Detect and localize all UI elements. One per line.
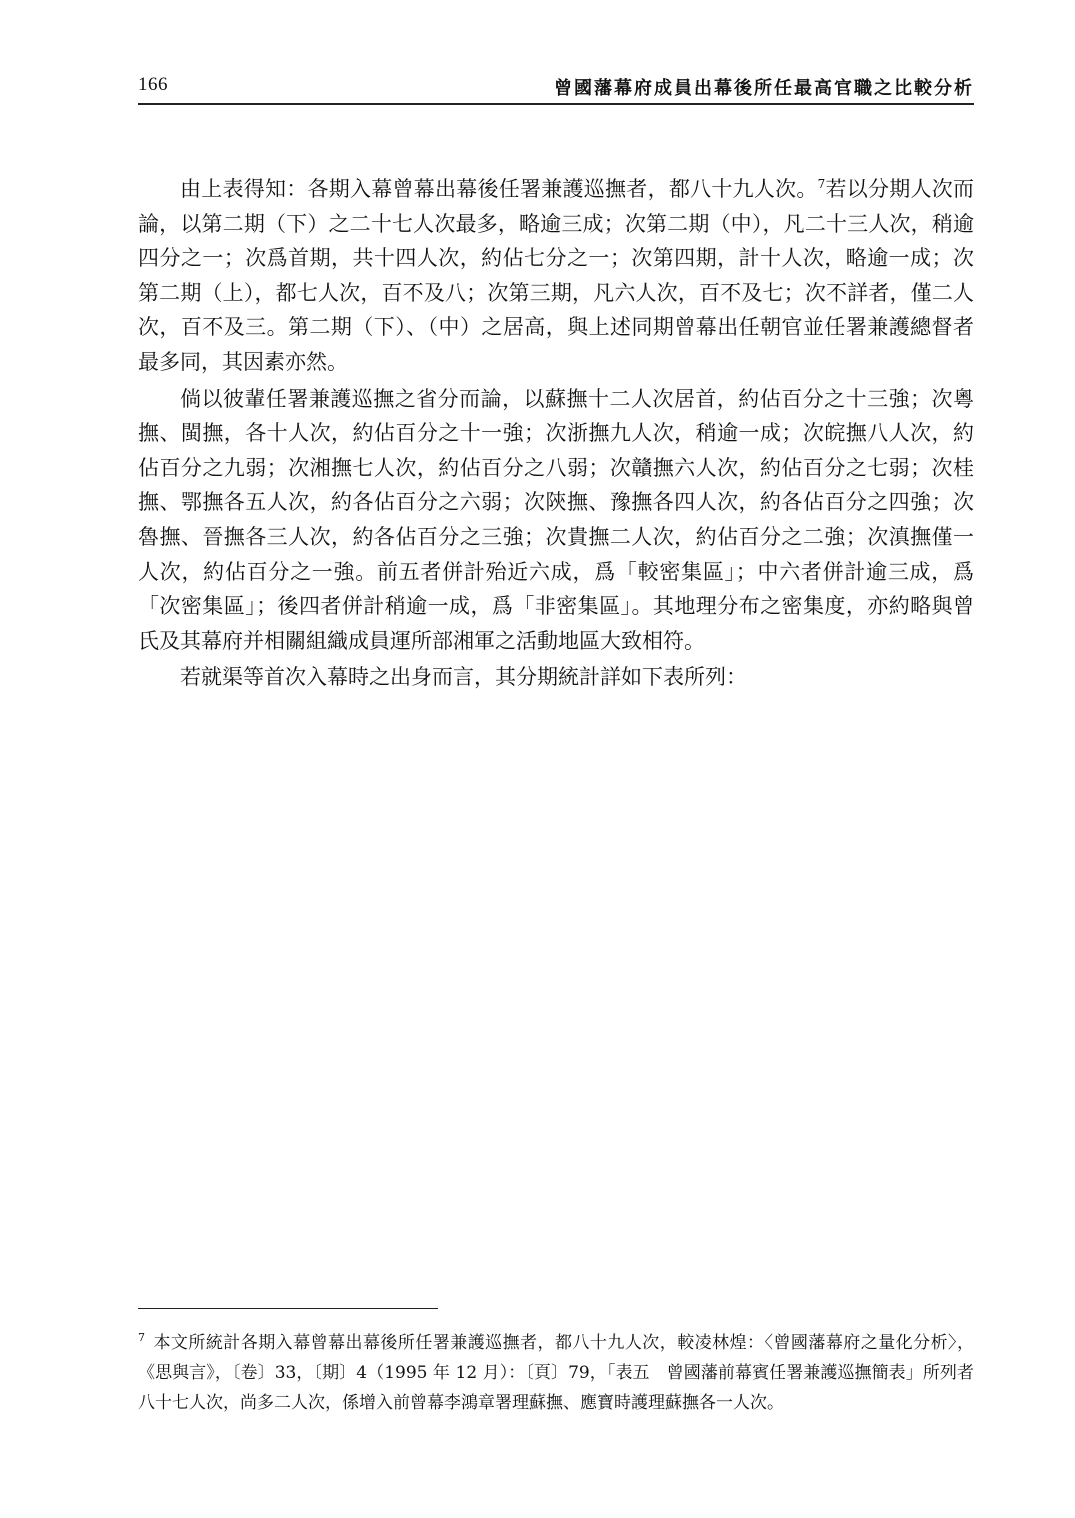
footnote-mark: 7 [138, 1331, 145, 1345]
page-number: 166 [138, 74, 168, 95]
paragraph-2: 倘以彼輩任署兼護巡撫之省分而論，以蘇撫十二人次居首，約佔百分之十三強；次粵撫、閩撫，各十人次，約佔百分之十一強；次浙撫九人次，稍逾一成；次皖撫八人次，約佔百分之九弱；次湘撫七人次，約佔百分之八弱；次贛撫六人次，約佔百分之七弱；次桂撫、鄂撫各五人次，約各佔百分之六弱；次陝撫、豫撫各四人次，約各佔百分之四強；次魯撫、晉撫各三人次，約各佔百分之三強；次貴撫二人次，約佔百分之二強；次滇撫僅一人次，約佔百分之一強。前五者併計殆近六成，爲「較密集區」；中六者併計逾三成，爲「次密集區」；後四者併計稍逾一成，爲「非密集區」。其地理分布之密集度，亦約略與曾氏及其幕府并相關組織成員運所部湘軍之活動地區大致相符。 [138, 386, 974, 653]
running-title: 曾國藩幕府成員出幕後所任最高官職之比較分析 [554, 78, 974, 99]
footnote-rule [138, 1308, 438, 1309]
footnote-ref-7[interactable]: 7 [817, 177, 826, 191]
header-rule [138, 103, 974, 105]
paragraph-1-part-b: 若以分期人次而論，以第二期（下）之二十七人次最多，略逾三成；次第二期（中），凡二十三人次，稍逾四分之一；次爲首期，共十四人次，約佔七分之一；次第四期，計十人次，略逾一成；次第二期（上），都七人次，百不及八；次第三期，凡六人次，百不及七；次不詳者，僅二人次，百不及三。第二期（下）、（中）之居高，與上述同期曾幕出任朝官並任署兼護總督者最多同，其因素亦然。 [138, 177, 975, 374]
footnote-text: 本文所統計各期入幕曾幕出幕後所任署兼護巡撫者，都八十九人次，較凌林煌：〈曾國藩幕府之量化分析〉，《思與言》，〔卷〕33，〔期〕4（1995 年 12 月）：〔頁〕79，「表五 曾國藩前幕賓任署兼護巡撫簡表」所列者八十七人次，尚多二人次，係增入前曾幕李鴻章署理蘇撫、應寶時護理蘇撫各一人次。 [138, 1333, 974, 1413]
paragraph-3: 若就渠等首次入幕時之出身而言，其分期統計詳如下表所列： [180, 665, 747, 690]
paragraph-1 [138, 172, 974, 380]
footnote-7 [138, 1328, 974, 1418]
page-header [138, 72, 974, 100]
paragraph-1-part-a: 由上表得知：各期入幕曾幕出幕後任署兼護巡撫者，都八十九人次。 [180, 177, 818, 201]
body-text [138, 172, 974, 695]
